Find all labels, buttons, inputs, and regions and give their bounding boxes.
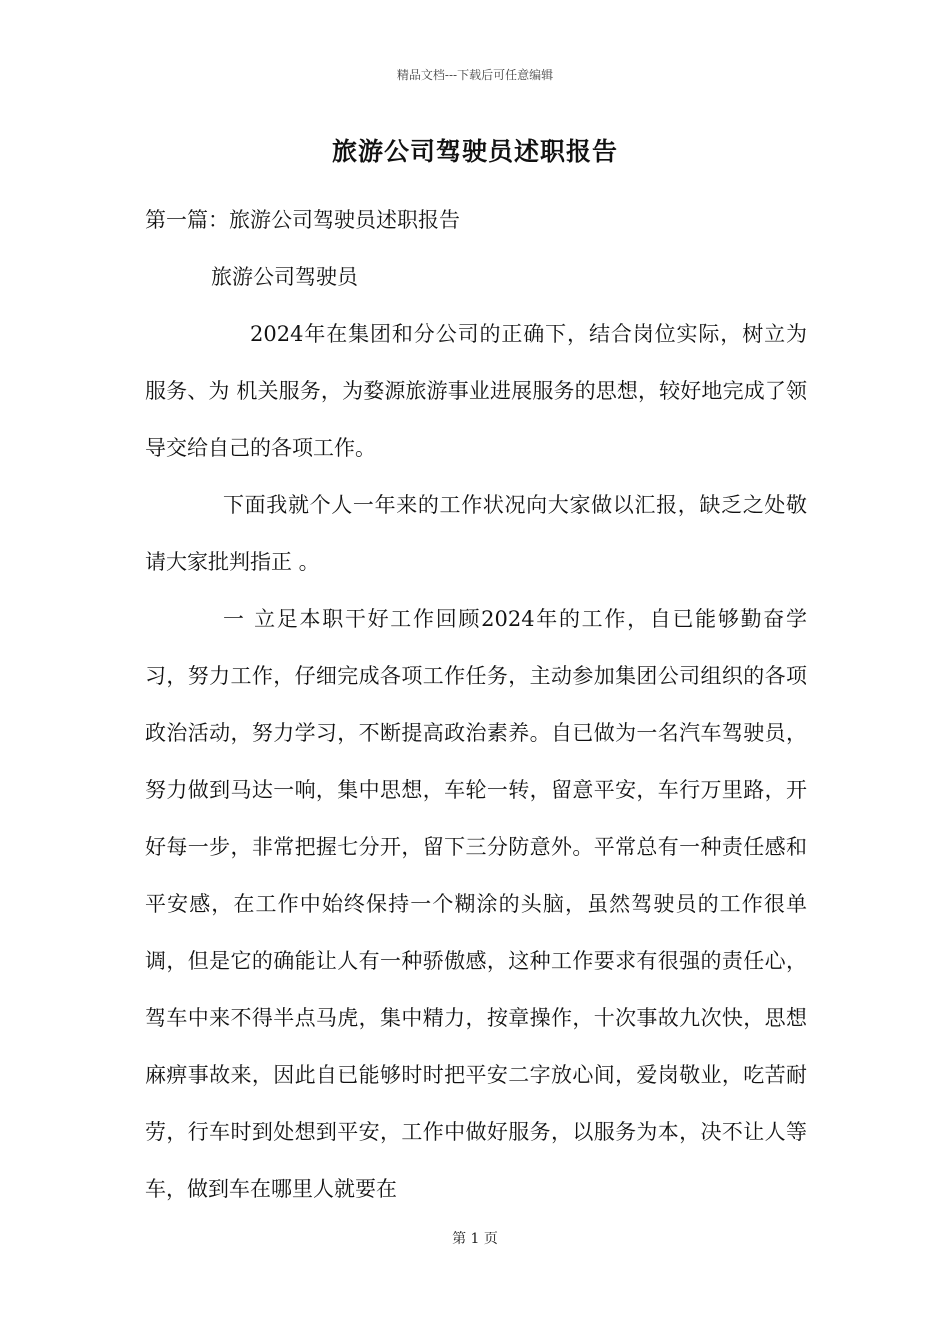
paragraph-report-note: 下面我就个人一年来的工作状况向大家做以汇报，缺乏之处敬请大家批判指正 。	[145, 493, 807, 574]
paragraph-section-one: 一 立足本职干好工作回顾2024年的工作，自已能够勤奋学习，努力工作，仔细完成各项工作任务，主动参加集团公司组织的各项政治活动，努力学习，不断提高政治素养。自已做为一名汽车驾驶员，努力做到马达一响，集中思想，车轮一转，留意平安，车行万里路，开好每一步，非常把握七分开，留下三分防意外。平常总有一种责任感和平安感，在工作中始终保持一个糊涂的头脑，虽然驾驶员的工作很单调，但是它的确能让人有一种骄傲感，这种工作要求有很强的责任心，驾车中来不得半点马虎，集中精力，按章操作，十次事故九次快，思想麻痹事故来，因此自已能够时时把平安二字放心间，爱岗敬业，吃苦耐劳，行车时到处想到平安，工作中做好服务，以服务为本，决不让人等车，做到车在哪里人就要在	[145, 607, 807, 1201]
body-text	[145, 192, 807, 1218]
page-number: 第 1 页	[452, 1231, 498, 1247]
paragraph-section-heading: 第一篇：旅游公司驾驶员述职报告	[145, 208, 460, 232]
paragraph-author-line: 旅游公司驾驶员	[211, 265, 358, 289]
document-title: 旅游公司驾驶员述职报告	[331, 137, 618, 166]
header-note: 精品文档---下载后可任意编辑	[396, 68, 554, 82]
paragraph-intro: 2024年在集团和分公司的正确下，结合岗位实际，树立为服务、为 机关服务，为婺源旅游事业进展服务的思想，较好地完成了领导交给自己的各项工作。	[145, 322, 807, 460]
